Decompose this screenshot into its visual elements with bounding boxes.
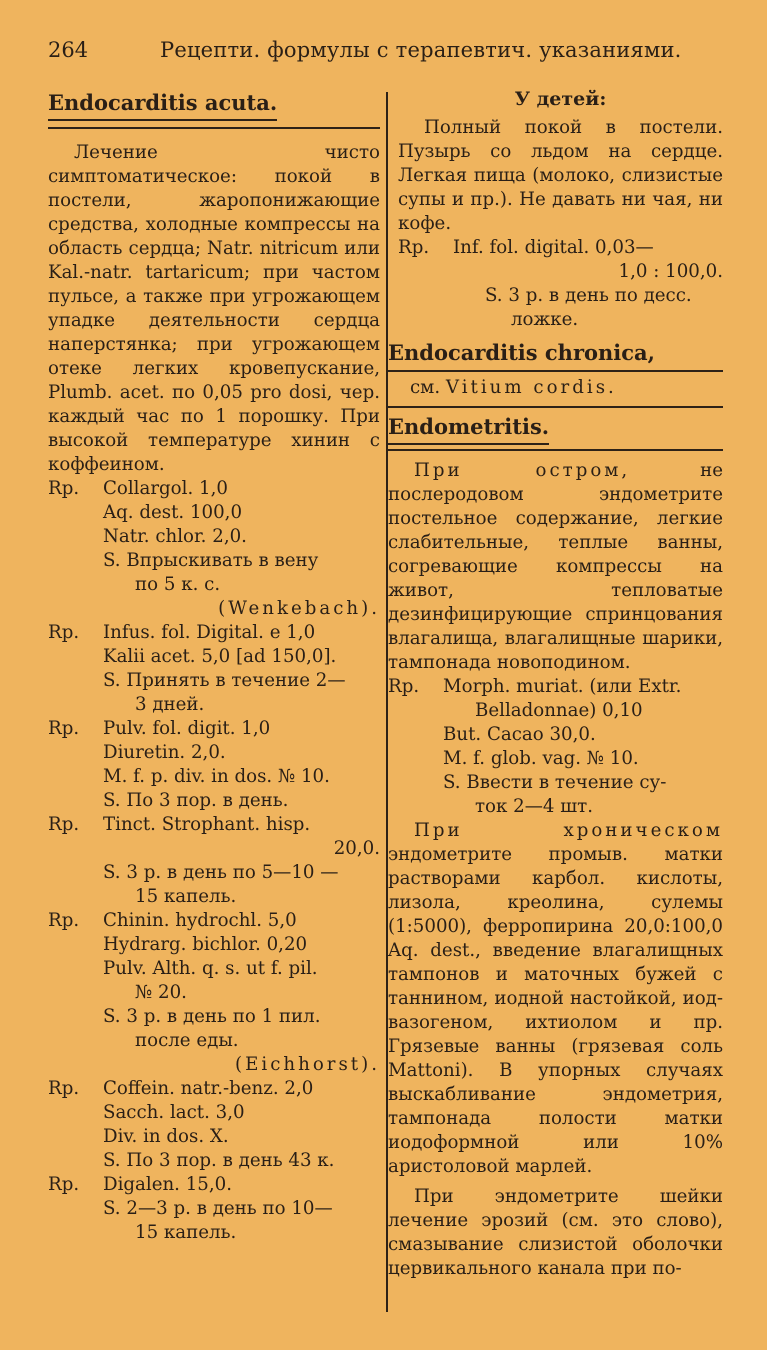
page-number: 264 — [48, 38, 89, 62]
chronic-endometritis-paragraph: При хроническом эндометрите промыв. матки растворами карбол. кислоты, лизола, креолина, сулемы (1:5000), ферропирина 20,0:100,0 Aq. dest., введение влагалищных тампонов и маточных бужей с таннином, иодной настойкой, иод-вазогеном, ихтиолом и пр. Грязевые ванны (грязевая соль Mattoni). В упорных случаях выскабливание эндометрия, тампонада полости матки иодоформной или 10% аристоловой марлей. — [388, 820, 723, 1177]
title-rule — [388, 449, 723, 451]
running-title: Рецепти. формулы с терапевтич. указаниями. — [160, 38, 682, 62]
prescription-morph-muriat: Rp. Morph. muriat. (или Extr. Belladonnae) 0,10 But. Cacao 30,0. M. f. glob. vag. № 10. S. Ввести в течение су- ток 2—4 шт. — [388, 676, 682, 817]
cross-reference-prefix: см. — [410, 377, 441, 398]
acute-endometritis-paragraph: При остром, не послеродовом эндометрите постельное содержание, легкие слабительные, теплые ванны, согревающие компрессы на живот, тепловатые дезинфицирующие спринцования влагалища, влагалищные шарики, тампонада новоподином. — [388, 460, 723, 673]
rx-label: Rp. — [48, 1078, 80, 1099]
prescription-chinin: Rp. Chinin. hydrochl. 5,0 Hydrarg. bichlor. 0,20 Pulv. Alth. q. s. ut f. pil. № 20. S. 3 р. в день по 1 пил. после еды. (Eichhorst). — [48, 910, 380, 1075]
rx-label: Rp. — [388, 676, 420, 697]
children-paragraph: Полный покой в постели. Пузырь со льдом на сердце. Легкая пища (молоко, слизистые супы и пр.). Не давать ни чая, ни кофе. — [398, 117, 723, 234]
page-header — [48, 38, 728, 78]
prescription-tinct-strophant: Rp. Tinct. Strophant. hisp. 20,0. S. 3 р. в день по 5—10 — 15 капель. — [48, 814, 380, 907]
rx-label: Rp. — [48, 910, 80, 931]
rx-label: Rp. — [48, 622, 80, 643]
rx-label: Rp. — [398, 237, 430, 258]
prescription-collargol: Rp. Collargol. 1,0 Aq. dest. 100,0 Natr. chlor. 2,0. S. Впрыскивать в вену по 5 к. с. (Wenkebach). — [48, 478, 380, 619]
rx-label: Rp. — [48, 1174, 80, 1195]
prescription-digalen: Rp. Digalen. 15,0. S. 2—3 р. в день по 10— 15 капель. — [48, 1174, 333, 1243]
cervix-endometritis-paragraph: При эндометрите шейки лечение эрозий (см. это слово), смазывание слизистой оболочки цервикального канала при по- — [388, 1186, 723, 1279]
section-title-endocarditis-chronica: Endocarditis chronica, — [388, 340, 655, 365]
prescription-inf-digital-child: Rp. Inf. fol. digital. 0,03— 1,0 : 100,0. S. 3 р. в день по десс. ложке. — [398, 237, 723, 330]
prescription-coffein: Rp. Coffein. natr.-benz. 2,0 Sacch. lact. 3,0 Div. in dos. X. S. По 3 пор. в день 43 к. — [48, 1078, 335, 1171]
rx-label: Rp. — [48, 814, 80, 835]
rx-label: Rp. — [48, 718, 80, 739]
section-rule — [388, 406, 723, 408]
prescription-infus-digital: Rp. Infus. fol. Digital. e 1,0 Kalii acet. 5,0 [ad 150,0]. S. Принять в течение 2— 3 дней. — [48, 622, 346, 715]
intro-paragraph: Лечение чисто симптоматическое: покой в постели, жаропонижающие средства, холодные компрессы на область сердца; Natr. nitricum или Kal.-natr. tartaricum; при частом пульсе, а также при угрожающем упадке деятельности сердца наперстянка; при угрожающем отеке легких кровепускание, Plumb. acet. по 0,05 pro dosi, чер. каждый час по 1 порошку. При высокой температуре хинин с коффеином. — [48, 142, 380, 475]
prescription-pulv-digit: Rp. Pulv. fol. digit. 1,0 Diuretin. 2,0. M. f. p. div. in dos. № 10. S. По 3 пор. в день. — [48, 718, 330, 811]
section-title-endometritis: Endometritis. — [388, 412, 723, 445]
acute-lead: При остром, — [414, 460, 631, 481]
rx-label: Rp. — [48, 478, 80, 499]
section-title-endocarditis-acuta: Endocarditis acuta. — [48, 88, 380, 121]
subsection-title-children: У детей: — [514, 88, 607, 110]
cross-reference — [388, 376, 723, 400]
left-column — [48, 86, 380, 1245]
chronic-lead: При хроническом — [414, 820, 723, 841]
title-rule — [48, 127, 380, 129]
right-column — [388, 86, 723, 1281]
cross-reference-target: Vitium cordis. — [445, 377, 617, 398]
title-rule — [388, 370, 723, 372]
